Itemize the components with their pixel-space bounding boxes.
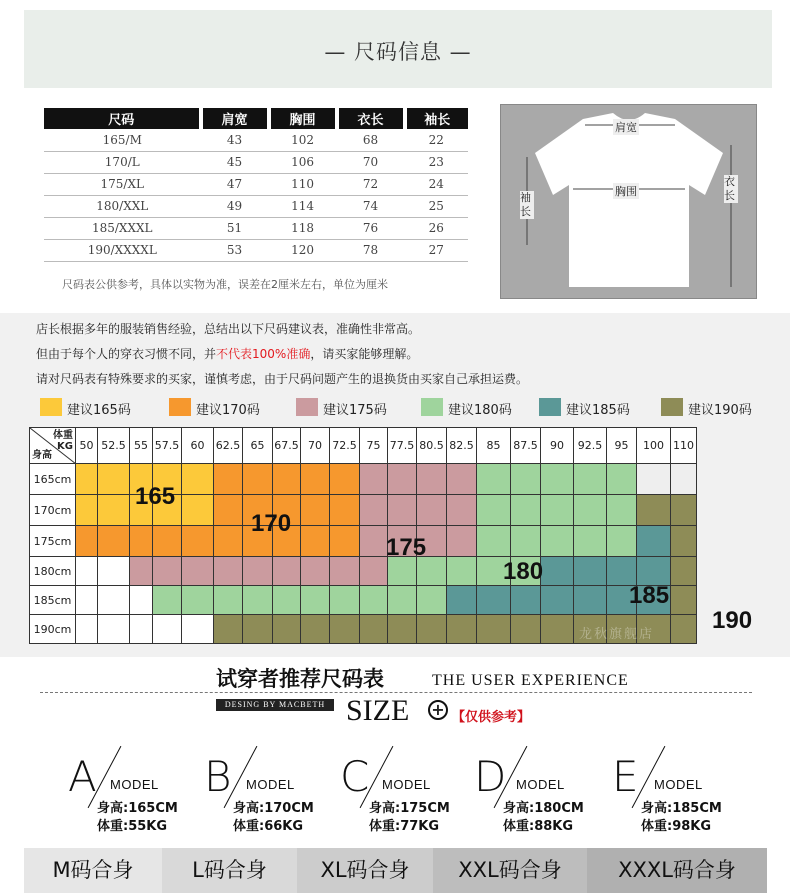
grid-cell — [447, 495, 477, 526]
weight-header: 90 — [541, 428, 574, 464]
size-value-cell: 102 — [269, 129, 337, 151]
weight-header: 55 — [130, 428, 153, 464]
height-header: 175cm — [30, 526, 76, 557]
model-height: 身高:175CM — [369, 801, 450, 816]
grid-cell — [574, 495, 607, 526]
grid-size-label: 175 — [386, 534, 427, 561]
grid-cell — [214, 586, 243, 615]
fit-label: M码合身 — [24, 848, 162, 893]
legend-label: 建议175码 — [323, 403, 387, 418]
model-label: MODEL — [382, 777, 431, 792]
grid-cell — [330, 557, 360, 586]
grid-cell — [301, 495, 330, 526]
corner-height-label: 身高 — [32, 450, 52, 461]
tshirt-shape — [535, 113, 723, 287]
shoulder-label: 肩宽 — [615, 121, 637, 134]
section-title: — 尺码信息 — — [324, 40, 472, 64]
grid-cell — [607, 495, 637, 526]
grid-size-label: 185 — [629, 582, 670, 609]
notice-line-2 — [36, 345, 418, 362]
weight-header: 65 — [243, 428, 273, 464]
grid-cell — [330, 586, 360, 615]
grid-cell — [607, 464, 637, 495]
model-height: 身高:165CM — [97, 801, 178, 816]
corner-weight-text: 体重 — [53, 430, 73, 441]
size-table-header — [44, 108, 468, 129]
size-word: SIZE — [346, 694, 410, 727]
grid-cell — [153, 586, 182, 615]
grid-cell — [417, 586, 447, 615]
size-value-cell: 26 — [405, 217, 468, 239]
grid-cell — [671, 586, 697, 615]
model-height: 身高:180CM — [503, 801, 584, 816]
grid-cell — [243, 615, 273, 644]
height-header: 185cm — [30, 586, 76, 615]
height-header: 190cm — [30, 615, 76, 644]
grid-cell — [98, 526, 130, 557]
height-header: 165cm — [30, 464, 76, 495]
size-value-cell: 114 — [269, 195, 337, 217]
size-row — [44, 239, 468, 261]
grid-cell — [447, 526, 477, 557]
grid-cell — [273, 464, 301, 495]
grid-cell — [273, 586, 301, 615]
length-label: 衣长 — [724, 175, 738, 203]
grid-cell — [330, 526, 360, 557]
reference-note: 【仅供参考】 — [452, 710, 531, 725]
model-letter: C — [340, 752, 370, 801]
weight-header: 110 — [671, 428, 697, 464]
grid-cell — [574, 464, 607, 495]
grid-cell — [671, 464, 697, 495]
grid-cell — [360, 526, 388, 557]
grid-cell — [388, 495, 417, 526]
size-value-cell: 68 — [337, 129, 405, 151]
grid-cell — [301, 586, 330, 615]
grid-cell — [477, 495, 511, 526]
grid-cell — [447, 464, 477, 495]
grid-cell — [388, 464, 417, 495]
grid-cell — [671, 615, 697, 644]
grid-cell — [574, 557, 607, 586]
grid-cell — [214, 526, 243, 557]
grid-size-label: 170 — [251, 510, 292, 537]
grid-cell — [130, 586, 153, 615]
model-height: 身高:170CM — [233, 801, 314, 816]
size-value-cell: 76 — [337, 217, 405, 239]
notice-line-1: 店长根据多年的服装销售经验，总结出以下尺码建议表，准确性非常高。 — [36, 322, 421, 336]
size-code-cell: 180/XXL — [44, 195, 201, 217]
ux-subtitle: THE USER EXPERIENCE — [432, 672, 629, 689]
model-label: MODEL — [110, 777, 159, 792]
grid-cell — [76, 557, 98, 586]
notice-highlight: 不代表100%准确 — [216, 347, 311, 361]
grid-cell — [637, 464, 671, 495]
grid-cell — [511, 464, 541, 495]
grid-cell — [273, 557, 301, 586]
model-weight: 体重:88KG — [503, 819, 574, 834]
grid-cell — [360, 495, 388, 526]
sleeve-label: 袖长 — [520, 191, 534, 219]
grid-cell — [98, 557, 130, 586]
section-header — [24, 10, 772, 88]
grid-cell — [130, 615, 153, 644]
grid-cell — [76, 586, 98, 615]
grid-cell — [477, 586, 511, 615]
size-code-cell: 190/XXXXL — [44, 239, 201, 261]
model-letter: D — [474, 752, 507, 801]
weight-header: 80.5 — [417, 428, 447, 464]
col-header: 衣长 — [337, 108, 405, 129]
size-code-cell: 170/L — [44, 151, 201, 173]
size-value-cell: 25 — [405, 195, 468, 217]
fit-label: XL码合身 — [297, 848, 433, 893]
weight-header: 62.5 — [214, 428, 243, 464]
col-header: 胸围 — [269, 108, 337, 129]
grid-cell — [214, 557, 243, 586]
model-letter: B — [204, 752, 232, 801]
grid-cell — [607, 526, 637, 557]
weight-header: 85 — [477, 428, 511, 464]
grid-corner — [30, 428, 76, 464]
grid-cell — [243, 586, 273, 615]
grid-cell — [214, 464, 243, 495]
grid-cell — [574, 586, 607, 615]
legend-label: 建议170码 — [196, 403, 260, 418]
col-header: 尺码 — [44, 108, 201, 129]
size-table-note: 尺码表公供参考，具体以实物为准，误差在2厘米左右，单位为厘米 — [62, 278, 388, 291]
size-code-cell: 185/XXXL — [44, 217, 201, 239]
size-row — [44, 151, 468, 173]
legend-swatch — [661, 398, 683, 416]
grid-row — [30, 495, 697, 526]
weight-header: 95 — [607, 428, 637, 464]
plus-circle-icon: + — [428, 700, 448, 720]
grid-cell — [417, 495, 447, 526]
grid-cell — [477, 615, 511, 644]
fit-label: L码合身 — [162, 848, 297, 893]
divider — [40, 692, 752, 693]
grid-cell — [330, 495, 360, 526]
grid-cell — [182, 615, 214, 644]
size-row — [44, 129, 468, 151]
grid-size-label: 190 — [712, 607, 753, 634]
legend-label: 建议190码 — [688, 403, 752, 418]
grid-row — [30, 586, 697, 615]
grid-cell — [541, 526, 574, 557]
grid-cell — [671, 557, 697, 586]
notice-text: ，请买家能够理解。 — [310, 347, 419, 361]
size-row — [44, 173, 468, 195]
grid-cell — [477, 526, 511, 557]
weight-header: 60 — [182, 428, 214, 464]
size-value-cell: 45 — [201, 151, 269, 173]
size-code-cell: 175/XL — [44, 173, 201, 195]
weight-header: 67.5 — [273, 428, 301, 464]
grid-cell — [182, 464, 214, 495]
model-weight: 体重:55KG — [97, 819, 168, 834]
weight-header: 92.5 — [574, 428, 607, 464]
size-value-cell: 49 — [201, 195, 269, 217]
grid-cell — [153, 526, 182, 557]
grid-cell — [330, 615, 360, 644]
grid-row — [30, 464, 697, 495]
weight-header: 82.5 — [447, 428, 477, 464]
size-value-cell: 47 — [201, 173, 269, 195]
grid-row — [30, 526, 697, 557]
grid-cell — [330, 464, 360, 495]
grid-cell — [214, 615, 243, 644]
grid-cell — [273, 615, 301, 644]
grid-header-row — [30, 428, 697, 464]
legend-label: 建议185码 — [566, 403, 630, 418]
grid-cell — [574, 526, 607, 557]
legend-label: 建议180码 — [448, 403, 512, 418]
grid-cell — [417, 464, 447, 495]
grid-cell — [76, 615, 98, 644]
size-value-cell: 43 — [201, 129, 269, 151]
size-value-cell: 118 — [269, 217, 337, 239]
height-header: 180cm — [30, 557, 76, 586]
weight-header: 77.5 — [388, 428, 417, 464]
height-header: 170cm — [30, 495, 76, 526]
col-header: 袖长 — [405, 108, 468, 129]
grid-size-label: 180 — [503, 558, 544, 585]
weight-header: 50 — [76, 428, 98, 464]
weight-header: 72.5 — [330, 428, 360, 464]
grid-cell — [388, 615, 417, 644]
model-label: MODEL — [516, 777, 565, 792]
grid-cell — [541, 557, 574, 586]
grid-cell — [511, 526, 541, 557]
size-value-cell: 78 — [337, 239, 405, 261]
grid-cell — [541, 586, 574, 615]
grid-cell — [360, 615, 388, 644]
fit-label: XXXL码合身 — [587, 848, 767, 893]
model-letter: E — [612, 752, 639, 801]
size-value-cell: 74 — [337, 195, 405, 217]
grid-cell — [541, 615, 574, 644]
grid-cell — [130, 557, 153, 586]
size-table — [44, 108, 468, 262]
size-value-cell: 70 — [337, 151, 405, 173]
legend-swatch — [539, 398, 561, 416]
size-value-cell: 51 — [201, 217, 269, 239]
grid-row — [30, 557, 697, 586]
chest-label: 胸围 — [615, 185, 637, 198]
size-value-cell: 72 — [337, 173, 405, 195]
design-credit: DESING BY MACBETH — [216, 699, 334, 711]
weight-header: 75 — [360, 428, 388, 464]
grid-cell — [388, 586, 417, 615]
legend-swatch — [421, 398, 443, 416]
model-label: MODEL — [246, 777, 295, 792]
size-value-cell: 24 — [405, 173, 468, 195]
model-letter: A — [68, 752, 97, 801]
grid-cell — [477, 464, 511, 495]
grid-cell — [360, 464, 388, 495]
model-height: 身高:185CM — [641, 801, 722, 816]
grid-cell — [130, 526, 153, 557]
weight-header: 100 — [637, 428, 671, 464]
grid-cell — [76, 495, 98, 526]
size-value-cell: 53 — [201, 239, 269, 261]
grid-cell — [153, 557, 182, 586]
grid-cell — [182, 495, 214, 526]
watermark: 龙秋旗舰店 — [579, 627, 655, 642]
grid-size-label: 165 — [135, 483, 176, 510]
grid-cell — [360, 586, 388, 615]
size-value-cell: 22 — [405, 129, 468, 151]
weight-header: 57.5 — [153, 428, 182, 464]
size-row — [44, 195, 468, 217]
grid-cell — [301, 526, 330, 557]
grid-cell — [153, 615, 182, 644]
notice-line-3: 请对尺码表有特殊要求的买家，谨慎考虑，由于尺码问题产生的退换货由买家自己承担运费。 — [36, 372, 529, 386]
grid-cell — [182, 557, 214, 586]
model-weight: 体重:77KG — [369, 819, 440, 834]
size-value-cell: 106 — [269, 151, 337, 173]
size-row — [44, 217, 468, 239]
notice-text: 但由于每个人的穿衣习惯不同，并 — [36, 347, 217, 361]
tshirt-diagram — [500, 104, 757, 299]
grid-cell — [182, 526, 214, 557]
legend-swatch — [169, 398, 191, 416]
model-weight: 体重:66KG — [233, 819, 304, 834]
grid-cell — [541, 495, 574, 526]
grid-cell — [76, 526, 98, 557]
grid-cell — [637, 495, 671, 526]
grid-cell — [98, 615, 130, 644]
col-header: 肩宽 — [201, 108, 269, 129]
grid-cell — [98, 586, 130, 615]
grid-cell — [98, 495, 130, 526]
grid-cell — [637, 526, 671, 557]
grid-cell — [447, 586, 477, 615]
grid-cell — [671, 495, 697, 526]
grid-cell — [447, 615, 477, 644]
grid-cell — [671, 526, 697, 557]
size-value-cell: 120 — [269, 239, 337, 261]
grid-cell — [301, 557, 330, 586]
grid-cell — [243, 464, 273, 495]
size-value-cell: 23 — [405, 151, 468, 173]
size-recommendation-grid — [29, 427, 753, 644]
fit-label: XXL码合身 — [433, 848, 587, 893]
weight-header: 87.5 — [511, 428, 541, 464]
grid-cell — [447, 557, 477, 586]
grid-cell — [511, 495, 541, 526]
grid-cell — [417, 615, 447, 644]
ux-title: 试穿者推荐尺码表 — [216, 667, 384, 691]
grid-cell — [511, 586, 541, 615]
legend-swatch — [40, 398, 62, 416]
corner-kg-text: KG — [57, 441, 73, 452]
grid-cell — [98, 464, 130, 495]
weight-header: 52.5 — [98, 428, 130, 464]
corner-weight-label — [53, 430, 73, 452]
model-label: MODEL — [654, 777, 703, 792]
size-value-cell: 110 — [269, 173, 337, 195]
weight-header: 70 — [301, 428, 330, 464]
grid-cell — [214, 495, 243, 526]
grid-cell — [301, 615, 330, 644]
size-code-cell: 165/M — [44, 129, 201, 151]
grid-cell — [301, 464, 330, 495]
grid-cell — [76, 464, 98, 495]
grid-cell — [243, 557, 273, 586]
grid-cell — [511, 615, 541, 644]
model-weight: 体重:98KG — [641, 819, 712, 834]
grid-cell — [541, 464, 574, 495]
grid-cell — [360, 557, 388, 586]
legend-label: 建议165码 — [67, 403, 131, 418]
size-value-cell: 27 — [405, 239, 468, 261]
grid-cell — [182, 586, 214, 615]
legend-swatch — [296, 398, 318, 416]
